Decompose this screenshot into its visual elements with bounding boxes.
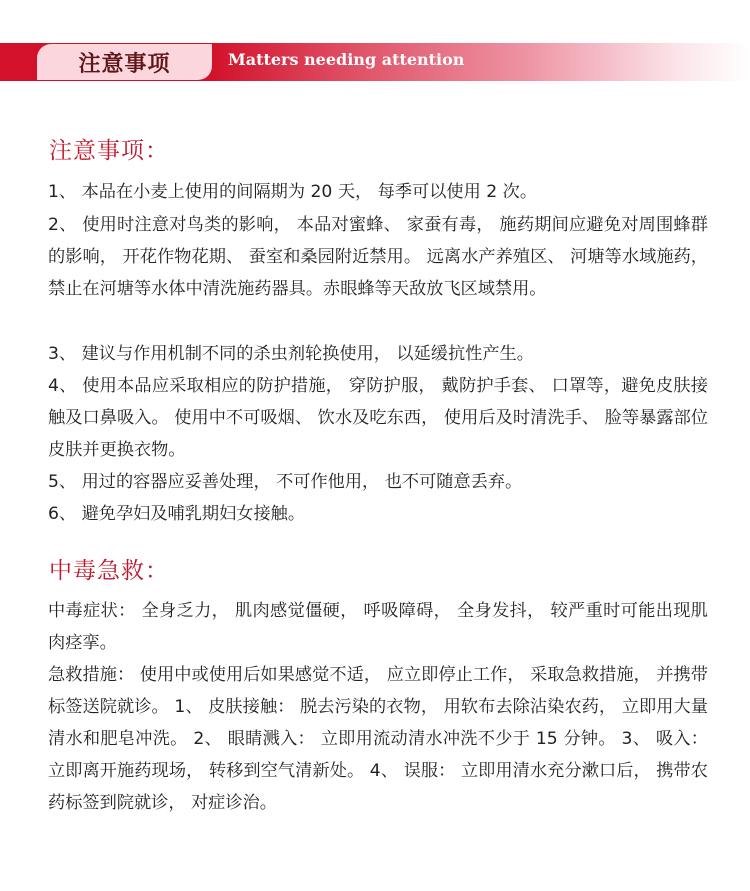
precaution-item-5: 5、 用过的容器应妥善处理， 不可作他用， 也不可随意丢弃。 xyxy=(48,472,523,492)
precautions-heading: 注意事项： xyxy=(49,138,169,164)
precaution-item-4: 4、 使用本品应采取相应的防护措施， 穿防护服， 戴防护手套、 口罩等，避免皮肤接触及口鼻吸入。 使用中不可吸烟、 饮水及吃东西， 使用后及时清洗手、 脸等暴露部位皮肤并更换衣物。 xyxy=(48,376,708,460)
first-aid-measures: 急救措施： 使用中或使用后如果感觉不适， 应立即停止工作， 采取急救措施， 并携带标签送院就诊。 1、 皮肤接触： 脱去污染的衣物， 用软布去除沾染农药， 立即用大量清水和肥皂冲洗。 2、 眼睛溅入： 立即用流动清水冲洗不少于 15 分钟。 3、 吸入： 立即离开施药现场， 转移到空气清新处。 4、 误服： 立即用清水充分漱口后， 携带农药标签到院就诊， 对症诊治。 xyxy=(48,665,708,813)
first-aid-heading: 中毒急救： xyxy=(49,558,169,584)
precaution-item-6: 6、 避免孕妇及哺乳期妇女接触。 xyxy=(48,504,306,524)
precaution-item-1: 1、 本品在小麦上使用的间隔期为 20 天， 每季可以使用 2 次。 xyxy=(48,182,538,202)
precaution-item-3: 3、 建议与作用机制不同的杀虫剂轮换使用， 以延缓抗性产生。 xyxy=(48,344,534,364)
banner-title-chinese: 注意事项 xyxy=(37,44,212,80)
precaution-item-2: 2、 使用时注意对鸟类的影响， 本品对蜜蜂、 家蚕有毒， 施药期间应避免对周围蜂群的影响， 开花作物花期、 蚕室和桑园附近禁用。 远离水产养殖区、 河塘等水域施药， 禁止在河塘等水体中清洗施药器具。赤眼蜂等天敌放飞区域禁用。 xyxy=(48,215,708,299)
banner-title-english: Matters needing attention xyxy=(228,50,465,69)
poisoning-symptoms: 中毒症状： 全身乏力， 肌肉感觉僵硬， 呼吸障碍， 全身发抖， 较严重时可能出现肌肉痉挛。 xyxy=(48,601,708,653)
